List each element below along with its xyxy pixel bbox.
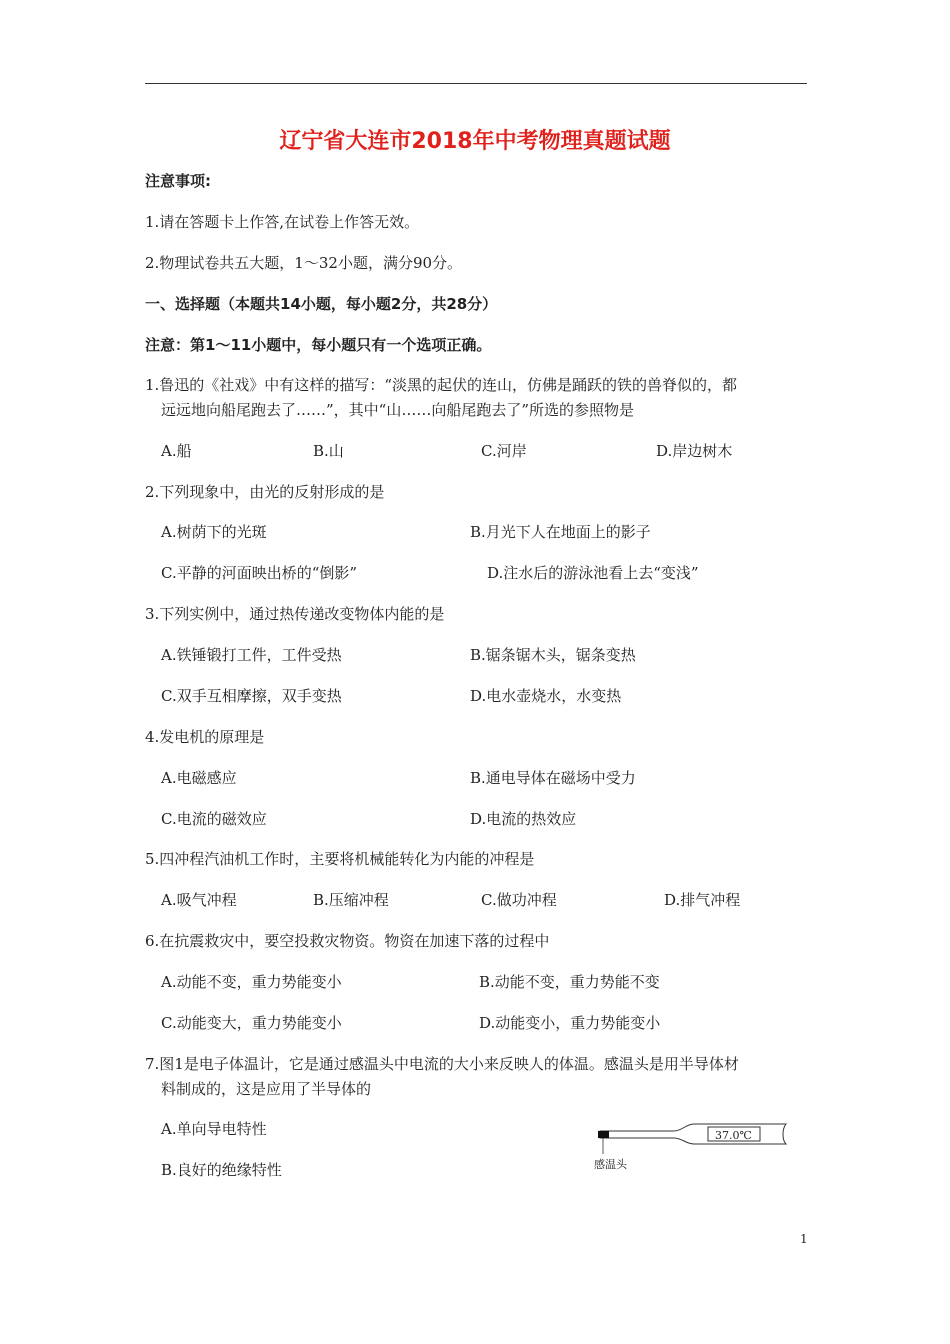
q4-option-a: A.电磁感应: [161, 769, 237, 787]
question-2-stem: 2.下列现象中，由光的反射形成的是: [145, 483, 385, 501]
q1-option-d: D.岸边树木: [656, 442, 733, 460]
q3-option-b: B.锯条锯木头，锯条变热: [470, 646, 636, 664]
notes-heading: 注意事项:: [145, 172, 211, 190]
q6-option-c: C.动能变大，重力势能变小: [161, 1014, 342, 1032]
section-heading: 一、选择题（本题共14小题，每小题2分，共28分）: [145, 295, 498, 313]
q1-option-c: C.河岸: [481, 442, 527, 460]
header-rule: [145, 83, 807, 84]
question-1-stem-cont: 远远地向船尾跑去了……”，其中“山……向船尾跑去了”所选的参照物是: [161, 401, 635, 419]
q3-option-a: A.铁锤锻打工件，工件受热: [161, 646, 342, 664]
q5-option-b: B.压缩冲程: [313, 891, 389, 909]
probe-label: 感温头: [594, 1158, 627, 1171]
section-note: 注意：第1～11小题中，每小题只有一个选项正确。: [145, 336, 492, 354]
question-1-stem: 1.鲁迅的《社戏》中有这样的描写：“淡黑的起伏的连山，仿佛是踊跃的铁的兽脊似的，都: [145, 376, 737, 394]
question-5-stem: 5.四冲程汽油机工作时，主要将机械能转化为内能的冲程是: [145, 850, 535, 868]
note-item-2: 2.物理试卷共五大题，1～32小题，满分90分。: [145, 254, 463, 272]
q7-option-a: A.单向导电特性: [161, 1120, 267, 1138]
question-4-stem: 4.发电机的原理是: [145, 728, 265, 746]
q2-option-b: B.月光下人在地面上的影子: [470, 523, 651, 541]
q2-option-d: D.注水后的游泳池看上去“变浅”: [487, 564, 699, 582]
question-3-stem: 3.下列实例中，通过热传递改变物体内能的是: [145, 605, 445, 623]
q6-option-a: A.动能不变，重力势能变小: [161, 973, 342, 991]
q4-option-b: B.通电导体在磁场中受力: [470, 769, 636, 787]
page-title: 辽宁省大连市2018年中考物理真题试题: [279, 129, 671, 154]
q3-option-d: D.电水壶烧水，水变热: [470, 687, 622, 705]
q2-option-c: C.平静的河面映出桥的“倒影”: [161, 564, 358, 582]
question-7-stem: 7.图1是电子体温计，它是通过感温头中电流的大小来反映人的体温。感温头是用半导体材: [145, 1055, 739, 1073]
q5-option-d: D.排气冲程: [664, 891, 741, 909]
q1-option-b: B.山: [313, 442, 344, 460]
q6-option-b: B.动能不变，重力势能不变: [479, 973, 660, 991]
q5-option-c: C.做功冲程: [481, 891, 557, 909]
q4-option-c: C.电流的磁效应: [161, 810, 267, 828]
q2-option-a: A.树荫下的光斑: [161, 523, 267, 541]
probe-tip: [598, 1131, 609, 1138]
question-6-stem: 6.在抗震救灾中，要空投救灾物资。物资在加速下落的过程中: [145, 932, 550, 950]
q3-option-c: C.双手互相摩擦，双手变热: [161, 687, 342, 705]
q6-option-d: D.动能变小，重力势能变小: [479, 1014, 661, 1032]
q5-option-a: A.吸气冲程: [161, 891, 237, 909]
thermometer-figure: [594, 1120, 790, 1172]
q1-option-a: A.船: [161, 442, 192, 460]
note-item-1: 1.请在答题卡上作答,在试卷上作答无效。: [145, 213, 420, 231]
q4-option-d: D.电流的热效应: [470, 810, 577, 828]
thermometer-display: 37.0℃: [715, 1129, 752, 1142]
q7-option-b: B.良好的绝缘特性: [161, 1161, 282, 1179]
page-number: 1: [800, 1232, 808, 1246]
question-7-stem-cont: 料制成的，这是应用了半导体的: [161, 1080, 372, 1098]
